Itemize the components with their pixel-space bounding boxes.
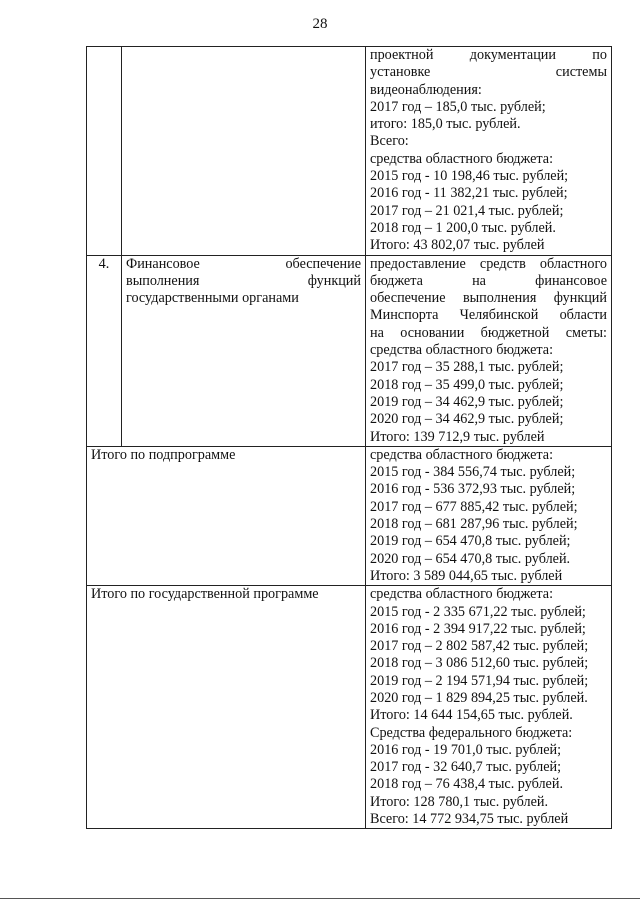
content-line: 2016 год - 2 394 917,22 тыс. рублей; <box>370 620 586 637</box>
name-line: государственными органами <box>126 290 299 307</box>
content-line: 2017 год – 185,0 тыс. рублей; <box>370 98 546 115</box>
content-line: 2016 год - 19 701,0 тыс. рублей; <box>370 741 562 758</box>
content-cell <box>366 47 612 256</box>
content-line: 2017 год – 677 885,42 тыс. рублей; <box>370 498 578 515</box>
subprogram-total-label: Итого по подпрограмме <box>87 446 366 585</box>
page-bottom-rule <box>0 898 640 899</box>
content-line: видеонаблюдения: <box>370 81 482 98</box>
program-total-label: Итого по государственной программе <box>87 586 366 829</box>
content-line: 2017 год – 35 288,1 тыс. рублей; <box>370 359 564 376</box>
content-cell <box>366 586 612 829</box>
page-number: 28 <box>312 16 328 32</box>
content-line: средства областного бюджета: <box>370 446 554 463</box>
content-line: Всего: <box>370 133 409 150</box>
content-line: Средства федерального бюджета: <box>370 724 573 741</box>
content-line: Итого: 139 712,9 тыс. рублей <box>370 428 545 445</box>
content-cell <box>366 255 612 446</box>
content-line: установке системы <box>370 64 607 81</box>
content-line: Итого: 14 644 154,65 тыс. рублей. <box>370 707 573 724</box>
content-line: 2017 год – 21 021,4 тыс. рублей; <box>370 202 564 219</box>
content-line: 2018 год – 76 438,4 тыс. рублей. <box>370 776 563 793</box>
content-line: 2018 год – 1 200,0 тыс. рублей. <box>370 219 556 236</box>
name-line: Финансовое обеспечение <box>126 255 361 272</box>
content-line: 2015 год - 384 556,74 тыс. рублей; <box>370 464 576 481</box>
content-line: обеспечение выполнения функций <box>370 290 607 307</box>
content-line: Минспорта Челябинской области <box>370 307 607 324</box>
content-line: Итого: 3 589 044,65 тыс. рублей <box>370 567 563 584</box>
content-line: на основании бюджетной сметы: <box>370 324 607 341</box>
content-line: 2018 год – 35 499,0 тыс. рублей; <box>370 376 564 393</box>
content-line: проектной документации по <box>370 47 607 63</box>
number-cell <box>87 47 122 256</box>
subprogram-total-row <box>87 446 612 585</box>
content-line: средства областного бюджета: <box>370 342 554 359</box>
content-line: 2018 год – 3 086 512,60 тыс. рублей; <box>370 655 589 672</box>
content-line: 2015 год - 2 335 671,22 тыс. рублей; <box>370 603 586 620</box>
content-line: итого: 185,0 тыс. рублей. <box>370 116 521 133</box>
content-line: 2020 год – 654 470,8 тыс. рублей. <box>370 550 571 567</box>
content-line: Итого: 43 802,07 тыс. рублей <box>370 237 545 254</box>
content-line: 2017 год – 2 802 587,42 тыс. рублей; <box>370 638 589 655</box>
content-line: Всего: 14 772 934,75 тыс. рублей <box>370 811 569 828</box>
content-line: 2016 год - 536 372,93 тыс. рублей; <box>370 481 576 498</box>
row-number: 4. <box>87 255 122 446</box>
content-line: 2016 год - 11 382,21 тыс. рублей; <box>370 185 568 202</box>
name-cell <box>122 47 366 256</box>
table-row-4 <box>87 255 612 446</box>
content-line: 2017 год - 32 640,7 тыс. рублей; <box>370 759 562 776</box>
content-line: предоставление средств областного <box>370 255 607 272</box>
content-line: 2019 год – 2 194 571,94 тыс. рублей; <box>370 672 589 689</box>
content-line: 2019 год – 34 462,9 тыс. рублей; <box>370 393 564 410</box>
content-line: 2018 год – 681 287,96 тыс. рублей; <box>370 516 578 533</box>
budget-table <box>86 46 612 829</box>
content-line: Итого: 128 780,1 тыс. рублей. <box>370 793 549 810</box>
content-line: средства областного бюджета: <box>370 150 554 167</box>
row-name <box>122 255 366 446</box>
content-line: 2020 год – 1 829 894,25 тыс. рублей. <box>370 689 588 706</box>
content-line: средства областного бюджета: <box>370 586 554 603</box>
content-line: 2020 год – 34 462,9 тыс. рублей; <box>370 411 564 428</box>
content-line: 2019 год – 654 470,8 тыс. рублей; <box>370 533 571 550</box>
table-row-continuation <box>87 47 612 256</box>
content-line: бюджета на финансовое <box>370 272 607 289</box>
name-line: выполнения функций <box>126 272 361 289</box>
program-total-row <box>87 586 612 829</box>
content-line: 2015 год - 10 198,46 тыс. рублей; <box>370 168 569 185</box>
content-cell <box>366 446 612 585</box>
